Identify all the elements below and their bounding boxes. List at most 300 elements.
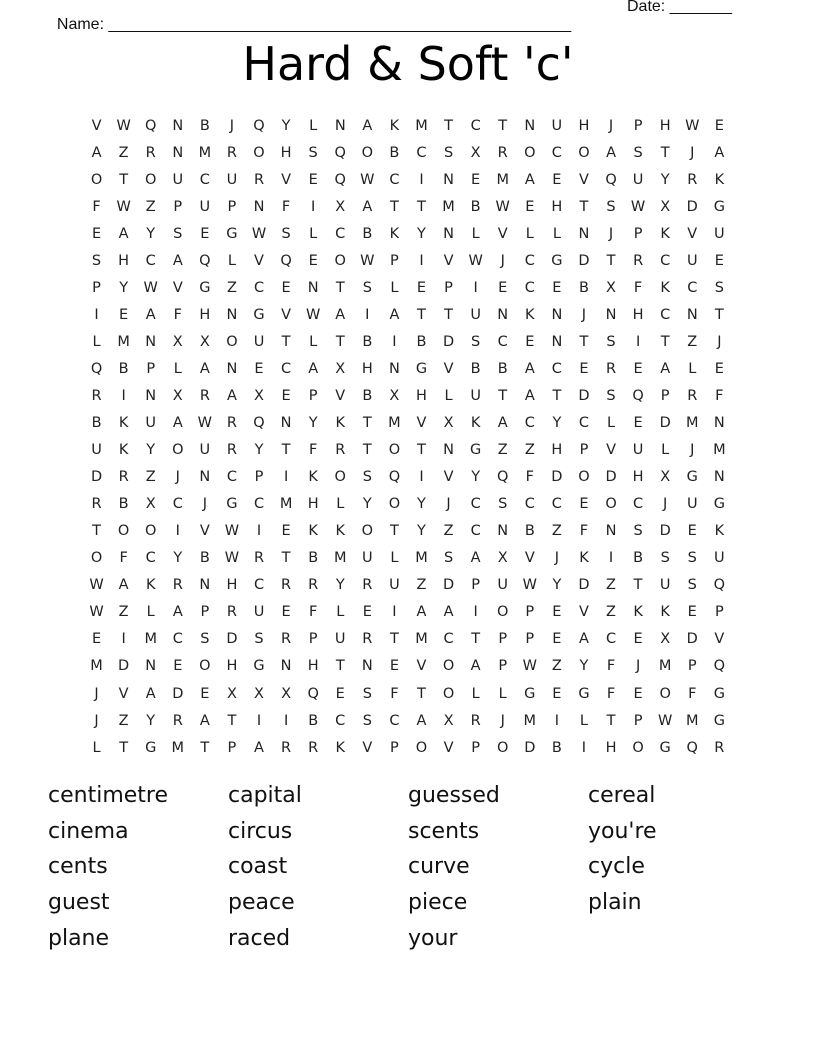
grid-letter[interactable]: U (686, 496, 698, 513)
grid-letter[interactable]: T (335, 658, 345, 675)
grid-letter[interactable]: N (605, 306, 617, 323)
grid-letter[interactable]: R (172, 577, 183, 594)
grid-letter[interactable]: H (659, 117, 671, 134)
grid-letter[interactable]: U (551, 117, 563, 134)
grid-letter[interactable]: U (362, 550, 373, 567)
grid-letter[interactable]: W (522, 577, 537, 594)
grid-letter[interactable]: A (524, 171, 535, 188)
grid-letter[interactable]: C (524, 415, 535, 432)
grid-letter[interactable]: I (283, 712, 289, 729)
grid-letter[interactable]: N (388, 360, 400, 377)
grid-letter[interactable]: D (172, 685, 184, 702)
grid-letter[interactable]: F (606, 685, 616, 702)
grid-letter[interactable]: U (659, 577, 671, 594)
grid-letter[interactable]: S (362, 685, 372, 702)
grid-letter[interactable]: N (145, 387, 157, 404)
grid-letter[interactable]: J (690, 144, 695, 161)
grid-letter[interactable]: I (635, 333, 641, 350)
grid-letter[interactable]: Z (118, 604, 129, 621)
grid-letter[interactable]: F (119, 550, 128, 567)
grid-letter[interactable]: R (118, 469, 129, 486)
grid-letter[interactable]: S (308, 144, 318, 161)
grid-letter[interactable]: V (606, 442, 616, 459)
grid-letter[interactable]: A (578, 631, 589, 648)
grid-letter[interactable]: R (226, 604, 237, 621)
grid-letter[interactable]: P (471, 739, 480, 756)
grid-letter[interactable]: G (145, 739, 157, 756)
grid-letter[interactable]: U (199, 198, 211, 215)
grid-letter[interactable]: J (554, 550, 559, 567)
grid-letter[interactable]: A (606, 144, 616, 161)
grid-letter[interactable]: C (281, 360, 292, 377)
grid-letter[interactable]: P (390, 252, 399, 269)
grid-letter[interactable]: Y (254, 442, 264, 459)
grid-letter[interactable]: U (172, 171, 184, 188)
grid-letter[interactable]: C (226, 469, 237, 486)
grid-letter[interactable]: V (714, 631, 725, 648)
grid-letter[interactable]: G (659, 739, 671, 756)
grid-letter[interactable]: O (415, 739, 428, 756)
grid-letter[interactable]: O (497, 604, 509, 621)
grid-letter[interactable]: Q (253, 415, 265, 432)
grid-letter[interactable]: R (714, 739, 725, 756)
grid-letter[interactable]: R (470, 712, 481, 729)
grid-letter[interactable]: U (714, 225, 725, 242)
grid-letter[interactable]: T (227, 712, 237, 729)
grid-letter[interactable]: T (389, 523, 399, 540)
grid-letter[interactable]: C (335, 225, 346, 242)
grid-letter[interactable]: D (578, 577, 590, 594)
grid-letter[interactable]: X (281, 685, 292, 702)
grid-letter[interactable]: R (281, 739, 292, 756)
grid-letter[interactable]: W (305, 306, 321, 323)
grid-letter[interactable]: W (224, 523, 240, 540)
grid-letter[interactable]: R (226, 415, 237, 432)
grid-letter[interactable]: S (687, 577, 697, 594)
grid-letter[interactable]: E (91, 225, 102, 242)
grid-letter[interactable]: N (605, 523, 617, 540)
grid-letter[interactable]: D (578, 252, 590, 269)
grid-letter[interactable]: S (362, 712, 372, 729)
grid-letter[interactable]: F (390, 685, 399, 702)
grid-letter[interactable]: M (198, 144, 212, 161)
grid-letter[interactable]: Z (687, 333, 698, 350)
grid-letter[interactable]: D (524, 739, 536, 756)
grid-letter[interactable]: O (388, 442, 401, 459)
grid-letter[interactable]: N (226, 360, 238, 377)
grid-letter[interactable]: R (226, 144, 237, 161)
grid-letter[interactable]: R (145, 144, 156, 161)
grid-letter[interactable]: M (686, 712, 699, 729)
grid-letter[interactable]: J (581, 306, 587, 323)
grid-letter[interactable]: M (144, 631, 157, 648)
grid-letter[interactable]: L (552, 225, 561, 242)
grid-letter[interactable]: Y (362, 496, 372, 513)
grid-letter[interactable]: E (552, 171, 562, 188)
grid-letter[interactable]: H (361, 360, 373, 377)
grid-letter[interactable]: J (635, 658, 641, 675)
grid-letter[interactable]: T (362, 442, 372, 459)
grid-letter[interactable]: W (658, 712, 673, 729)
grid-letter[interactable]: W (116, 117, 131, 134)
grid-letter[interactable]: T (633, 577, 643, 594)
grid-letter[interactable]: B (416, 333, 427, 350)
grid-letter[interactable]: S (606, 198, 616, 215)
grid-letter[interactable]: H (226, 658, 238, 675)
grid-letter[interactable]: G (226, 496, 238, 513)
grid-letter[interactable]: N (307, 279, 319, 296)
grid-letter[interactable]: Z (606, 577, 616, 594)
grid-letter[interactable]: R (687, 171, 698, 188)
grid-letter[interactable]: E (687, 523, 697, 540)
grid-letter[interactable]: M (658, 658, 672, 675)
grid-letter[interactable]: D (659, 415, 671, 432)
grid-letter[interactable]: X (660, 469, 671, 486)
grid-letter[interactable]: E (579, 496, 589, 513)
grid-letter[interactable]: E (714, 360, 724, 377)
grid-letter[interactable]: P (471, 577, 480, 594)
grid-letter[interactable]: I (392, 604, 397, 621)
grid-letter[interactable]: D (442, 333, 455, 350)
grid-letter[interactable]: O (361, 144, 374, 161)
grid-letter[interactable]: Q (307, 685, 319, 702)
grid-letter[interactable]: E (254, 360, 264, 377)
grid-letter[interactable]: E (714, 117, 724, 134)
grid-letter[interactable]: E (362, 604, 372, 621)
grid-letter[interactable]: T (417, 198, 426, 215)
grid-letter[interactable]: L (606, 415, 616, 432)
grid-letter[interactable]: S (443, 550, 454, 567)
grid-letter[interactable]: B (362, 225, 373, 242)
grid-letter[interactable]: E (525, 198, 535, 215)
grid-letter[interactable]: W (89, 577, 104, 594)
grid-letter[interactable]: Z (551, 658, 562, 675)
grid-letter[interactable]: A (118, 577, 129, 594)
grid-letter[interactable]: N (145, 333, 157, 350)
grid-letter[interactable]: M (117, 333, 130, 350)
grid-letter[interactable]: V (416, 658, 427, 675)
grid-letter[interactable]: K (579, 550, 589, 567)
grid-letter[interactable]: H (280, 144, 292, 161)
grid-letter[interactable]: A (145, 306, 156, 323)
grid-letter[interactable]: T (119, 171, 129, 188)
grid-letter[interactable]: Y (146, 225, 156, 242)
grid-letter[interactable]: E (633, 631, 643, 648)
grid-letter[interactable]: J (663, 496, 668, 513)
grid-letter[interactable]: T (498, 117, 508, 134)
grid-letter[interactable]: R (605, 360, 617, 377)
grid-letter[interactable]: B (362, 333, 373, 350)
grid-letter[interactable]: C (660, 252, 671, 269)
grid-letter[interactable]: B (362, 387, 373, 404)
grid-letter[interactable]: X (660, 631, 671, 648)
grid-letter[interactable]: S (498, 496, 508, 513)
grid-letter[interactable]: N (497, 523, 509, 540)
grid-letter[interactable]: P (308, 631, 318, 648)
grid-letter[interactable]: R (335, 442, 346, 459)
grid-letter[interactable]: Y (173, 550, 183, 567)
grid-letter[interactable]: N (334, 117, 346, 134)
grid-letter[interactable]: M (415, 550, 428, 567)
grid-letter[interactable]: N (280, 658, 292, 675)
grid-letter[interactable]: U (686, 252, 698, 269)
grid-letter[interactable]: U (334, 631, 346, 648)
grid-letter[interactable]: S (362, 279, 372, 296)
grid-letter[interactable]: C (335, 712, 346, 729)
grid-letter[interactable]: K (145, 577, 156, 594)
grid-letter[interactable]: A (254, 739, 264, 756)
grid-letter[interactable]: L (336, 604, 345, 621)
grid-letter[interactable]: X (497, 550, 508, 567)
grid-letter[interactable]: A (714, 144, 725, 161)
grid-letter[interactable]: R (281, 577, 292, 594)
grid-letter[interactable]: C (524, 496, 535, 513)
grid-letter[interactable]: T (579, 333, 589, 350)
grid-letter[interactable]: A (362, 198, 373, 215)
grid-letter[interactable]: P (525, 604, 535, 621)
grid-letter[interactable]: Q (280, 252, 292, 269)
grid-letter[interactable]: Q (497, 469, 509, 486)
grid-letter[interactable]: P (92, 279, 101, 296)
grid-letter[interactable]: U (389, 577, 400, 594)
grid-letter[interactable]: D (578, 387, 590, 404)
grid-letter[interactable]: R (199, 387, 210, 404)
grid-letter[interactable]: M (90, 658, 103, 675)
grid-letter[interactable]: K (389, 225, 400, 242)
grid-letter[interactable]: O (117, 523, 130, 540)
grid-letter[interactable]: I (473, 604, 478, 621)
grid-letter[interactable]: Y (335, 577, 345, 594)
grid-letter[interactable]: H (551, 198, 563, 215)
grid-letter[interactable]: C (470, 496, 481, 513)
grid-letter[interactable]: C (253, 577, 265, 594)
grid-letter[interactable]: L (390, 550, 399, 567)
grid-letter[interactable]: V (443, 360, 454, 377)
grid-letter[interactable]: A (172, 415, 183, 432)
date-field[interactable]: Date: _______ (627, 0, 732, 15)
grid-letter[interactable]: G (578, 685, 590, 702)
grid-letter[interactable]: Z (416, 577, 427, 594)
grid-letter[interactable]: I (121, 631, 126, 648)
grid-letter[interactable]: Q (90, 360, 103, 377)
grid-letter[interactable]: A (172, 604, 183, 621)
grid-letter[interactable]: D (551, 469, 563, 486)
grid-letter[interactable]: R (226, 442, 237, 459)
grid-letter[interactable]: E (633, 360, 643, 377)
grid-letter[interactable]: N (551, 333, 563, 350)
grid-letter[interactable]: P (254, 469, 264, 486)
grid-letter[interactable]: F (92, 198, 101, 215)
grid-letter[interactable]: G (253, 658, 265, 675)
grid-letter[interactable]: X (335, 360, 346, 377)
grid-letter[interactable]: N (172, 117, 184, 134)
grid-letter[interactable]: O (90, 550, 103, 567)
grid-letter[interactable]: A (497, 415, 508, 432)
grid-letter[interactable]: B (308, 712, 319, 729)
grid-letter[interactable]: B (524, 523, 535, 540)
grid-letter[interactable]: E (579, 360, 589, 377)
grid-letter[interactable]: W (116, 198, 131, 215)
grid-letter[interactable]: K (118, 415, 129, 432)
grid-letter[interactable]: R (91, 496, 102, 513)
grid-letter[interactable]: O (578, 144, 590, 161)
grid-letter[interactable]: S (91, 252, 102, 269)
grid-letter[interactable]: M (171, 739, 185, 756)
grid-letter[interactable]: V (254, 252, 264, 269)
grid-letter[interactable]: D (659, 523, 671, 540)
grid-letter[interactable]: O (659, 685, 671, 702)
grid-letter[interactable]: Z (145, 469, 156, 486)
grid-letter[interactable]: T (389, 198, 399, 215)
grid-letter[interactable]: X (226, 685, 237, 702)
grid-letter[interactable]: K (525, 306, 535, 323)
grid-letter[interactable]: G (415, 360, 428, 377)
grid-letter[interactable]: O (388, 496, 401, 513)
grid-letter[interactable]: O (334, 469, 346, 486)
grid-letter[interactable]: B (91, 415, 102, 432)
grid-letter[interactable]: B (118, 360, 129, 377)
grid-letter[interactable]: P (390, 739, 399, 756)
grid-letter[interactable]: F (633, 279, 643, 296)
grid-letter[interactable]: Z (551, 523, 562, 540)
grid-letter[interactable]: T (200, 739, 210, 756)
grid-letter[interactable]: B (633, 550, 644, 567)
grid-letter[interactable]: X (172, 333, 183, 350)
grid-letter[interactable]: C (389, 712, 400, 729)
grid-letter[interactable]: D (686, 198, 698, 215)
grid-letter[interactable]: C (145, 252, 156, 269)
grid-letter[interactable]: E (200, 685, 210, 702)
grid-letter[interactable]: O (199, 658, 211, 675)
grid-letter[interactable]: Y (471, 469, 481, 486)
grid-letter[interactable]: A (524, 387, 535, 404)
grid-letter[interactable]: O (497, 739, 509, 756)
grid-letter[interactable]: L (471, 225, 480, 242)
grid-letter[interactable]: E (281, 523, 291, 540)
grid-letter[interactable]: L (661, 442, 670, 459)
grid-letter[interactable]: P (633, 117, 643, 134)
grid-letter[interactable]: E (91, 631, 102, 648)
grid-letter[interactable]: J (94, 685, 99, 702)
grid-letter[interactable]: P (444, 279, 453, 296)
grid-letter[interactable]: C (551, 496, 562, 513)
grid-letter[interactable]: T (498, 387, 508, 404)
grid-letter[interactable]: F (308, 442, 318, 459)
grid-letter[interactable]: E (389, 658, 399, 675)
grid-letter[interactable]: K (660, 225, 670, 242)
grid-letter[interactable]: Q (388, 469, 401, 486)
grid-letter[interactable]: V (416, 415, 427, 432)
grid-letter[interactable]: A (660, 360, 671, 377)
grid-letter[interactable]: T (92, 523, 101, 540)
grid-letter[interactable]: C (145, 550, 156, 567)
grid-letter[interactable]: B (199, 117, 210, 134)
grid-letter[interactable]: A (145, 685, 156, 702)
grid-letter[interactable]: I (175, 523, 180, 540)
grid-letter[interactable]: K (335, 523, 345, 540)
grid-letter[interactable]: E (281, 279, 291, 296)
grid-letter[interactable]: Q (144, 117, 157, 134)
grid-letter[interactable]: L (146, 604, 155, 621)
grid-letter[interactable]: X (470, 144, 481, 161)
grid-letter[interactable]: O (226, 333, 238, 350)
grid-letter[interactable]: S (606, 387, 616, 404)
grid-letter[interactable]: M (686, 415, 699, 432)
grid-letter[interactable]: A (335, 306, 346, 323)
grid-letter[interactable]: B (470, 360, 481, 377)
grid-letter[interactable]: A (172, 252, 183, 269)
grid-letter[interactable]: M (388, 415, 401, 432)
grid-letter[interactable]: U (632, 171, 644, 188)
grid-letter[interactable]: S (660, 550, 670, 567)
grid-letter[interactable]: J (175, 469, 180, 486)
grid-letter[interactable]: A (443, 604, 454, 621)
grid-letter[interactable]: B (551, 739, 562, 756)
grid-letter[interactable]: D (226, 631, 238, 648)
grid-letter[interactable]: Q (713, 658, 726, 675)
grid-letter[interactable]: D (90, 469, 103, 486)
grid-letter[interactable]: N (713, 415, 725, 432)
grid-letter[interactable]: O (578, 469, 590, 486)
grid-letter[interactable]: J (690, 442, 695, 459)
grid-letter[interactable]: R (308, 577, 319, 594)
grid-letter[interactable]: R (172, 712, 183, 729)
grid-letter[interactable]: X (660, 198, 671, 215)
grid-letter[interactable]: V (443, 469, 454, 486)
grid-letter[interactable]: S (633, 144, 643, 161)
grid-letter[interactable]: C (660, 306, 671, 323)
grid-letter[interactable]: X (254, 387, 264, 404)
grid-letter[interactable]: H (307, 496, 319, 513)
grid-letter[interactable]: Y (146, 442, 156, 459)
grid-letter[interactable]: T (417, 685, 426, 702)
grid-letter[interactable]: F (308, 604, 318, 621)
grid-letter[interactable]: V (362, 739, 373, 756)
grid-letter[interactable]: J (446, 496, 451, 513)
grid-letter[interactable]: T (606, 252, 616, 269)
grid-letter[interactable]: N (524, 117, 536, 134)
grid-letter[interactable]: C (605, 631, 617, 648)
grid-letter[interactable]: C (687, 279, 698, 296)
grid-letter[interactable]: V (118, 685, 129, 702)
grid-letter[interactable]: N (443, 171, 454, 188)
grid-letter[interactable]: T (714, 306, 724, 323)
grid-letter[interactable]: V (578, 604, 589, 621)
grid-letter[interactable]: I (419, 252, 424, 269)
grid-letter[interactable]: K (714, 523, 725, 540)
grid-letter[interactable]: Y (660, 171, 670, 188)
grid-letter[interactable]: F (579, 523, 589, 540)
grid-letter[interactable]: M (333, 550, 347, 567)
grid-letter[interactable]: K (389, 117, 400, 134)
grid-letter[interactable]: H (118, 252, 130, 269)
grid-letter[interactable]: V (524, 550, 535, 567)
grid-letter[interactable]: E (714, 252, 724, 269)
grid-letter[interactable]: V (91, 117, 102, 134)
grid-letter[interactable]: N (713, 469, 725, 486)
grid-letter[interactable]: G (713, 685, 725, 702)
grid-letter[interactable]: P (227, 739, 237, 756)
grid-letter[interactable]: R (253, 550, 265, 567)
grid-letter[interactable]: Y (552, 577, 562, 594)
grid-letter[interactable]: B (118, 496, 129, 513)
grid-letter[interactable]: U (253, 333, 265, 350)
grid-letter[interactable]: W (522, 658, 537, 675)
grid-letter[interactable]: C (497, 333, 508, 350)
grid-letter[interactable]: W (143, 279, 158, 296)
name-field[interactable]: Name: ____________________________________________________ (56, 16, 572, 33)
grid-letter[interactable]: T (417, 442, 426, 459)
